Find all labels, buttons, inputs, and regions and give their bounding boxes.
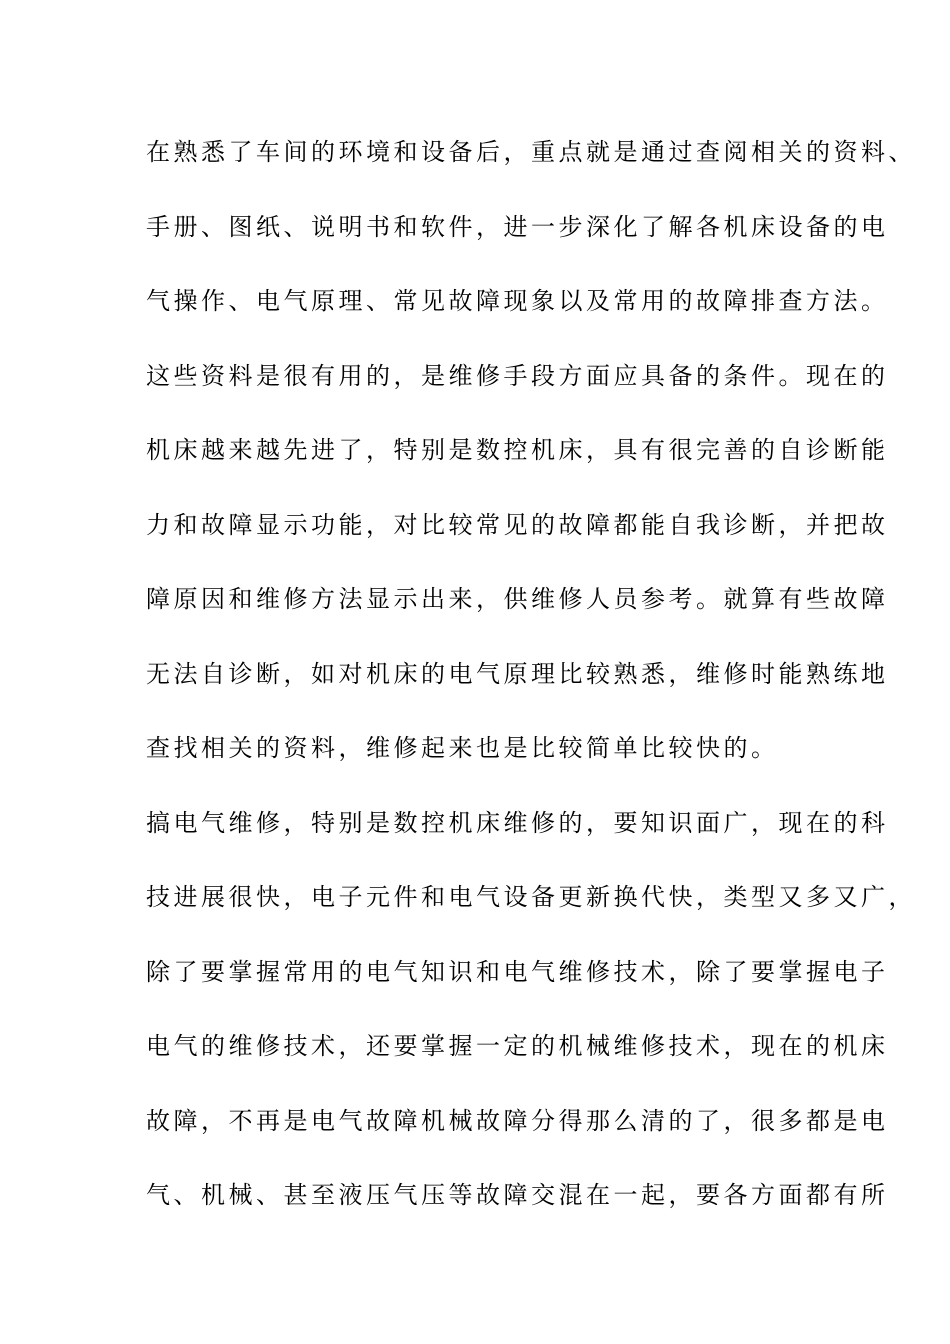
text-line: 力和故障显示功能，对比较常见的故障都能自我诊断，并把故 bbox=[146, 510, 889, 539]
text-line: 除了要掌握常用的电气知识和电气维修技术，除了要掌握电子 bbox=[146, 957, 889, 986]
text-line: 在熟悉了车间的环境和设备后，重点就是通过查阅相关的资料、 bbox=[146, 138, 916, 166]
text-line: 电气的维修技术，还要掌握一定的机械维修技术，现在的机床 bbox=[146, 1032, 889, 1060]
text-line: 障原因和维修方法显示出来，供维修人员参考。就算有些故障 bbox=[146, 585, 889, 613]
text-line: 气操作、电气原理、常见故障现象以及常用的故障排查方法。 bbox=[146, 287, 889, 315]
text-line: 技进展很快，电子元件和电气设备更新换代快，类型又多又广， bbox=[146, 883, 916, 911]
text-line: 机床越来越先进了，特别是数控机床，具有很完善的自诊断能 bbox=[146, 436, 889, 464]
text-line: 无法自诊断，如对机床的电气原理比较熟悉，维修时能熟练地 bbox=[146, 659, 889, 688]
text-line: 这些资料是很有用的，是维修手段方面应具备的条件。现在的 bbox=[146, 361, 889, 390]
text-line: 故障，不再是电气故障机械故障分得那么清的了，很多都是电 bbox=[146, 1106, 889, 1135]
text-line: 搞电气维修，特别是数控机床维修的，要知识面广，现在的科 bbox=[146, 808, 889, 837]
text-line: 手册、图纸、说明书和软件，进一步深化了解各机床设备的电 bbox=[146, 212, 889, 241]
text-line: 气、机械、甚至液压气压等故障交混在一起，要各方面都有所 bbox=[146, 1181, 889, 1209]
text-line: 查找相关的资料，维修起来也是比较简单比较快的。 bbox=[146, 734, 779, 762]
body-text bbox=[146, 128, 916, 1246]
